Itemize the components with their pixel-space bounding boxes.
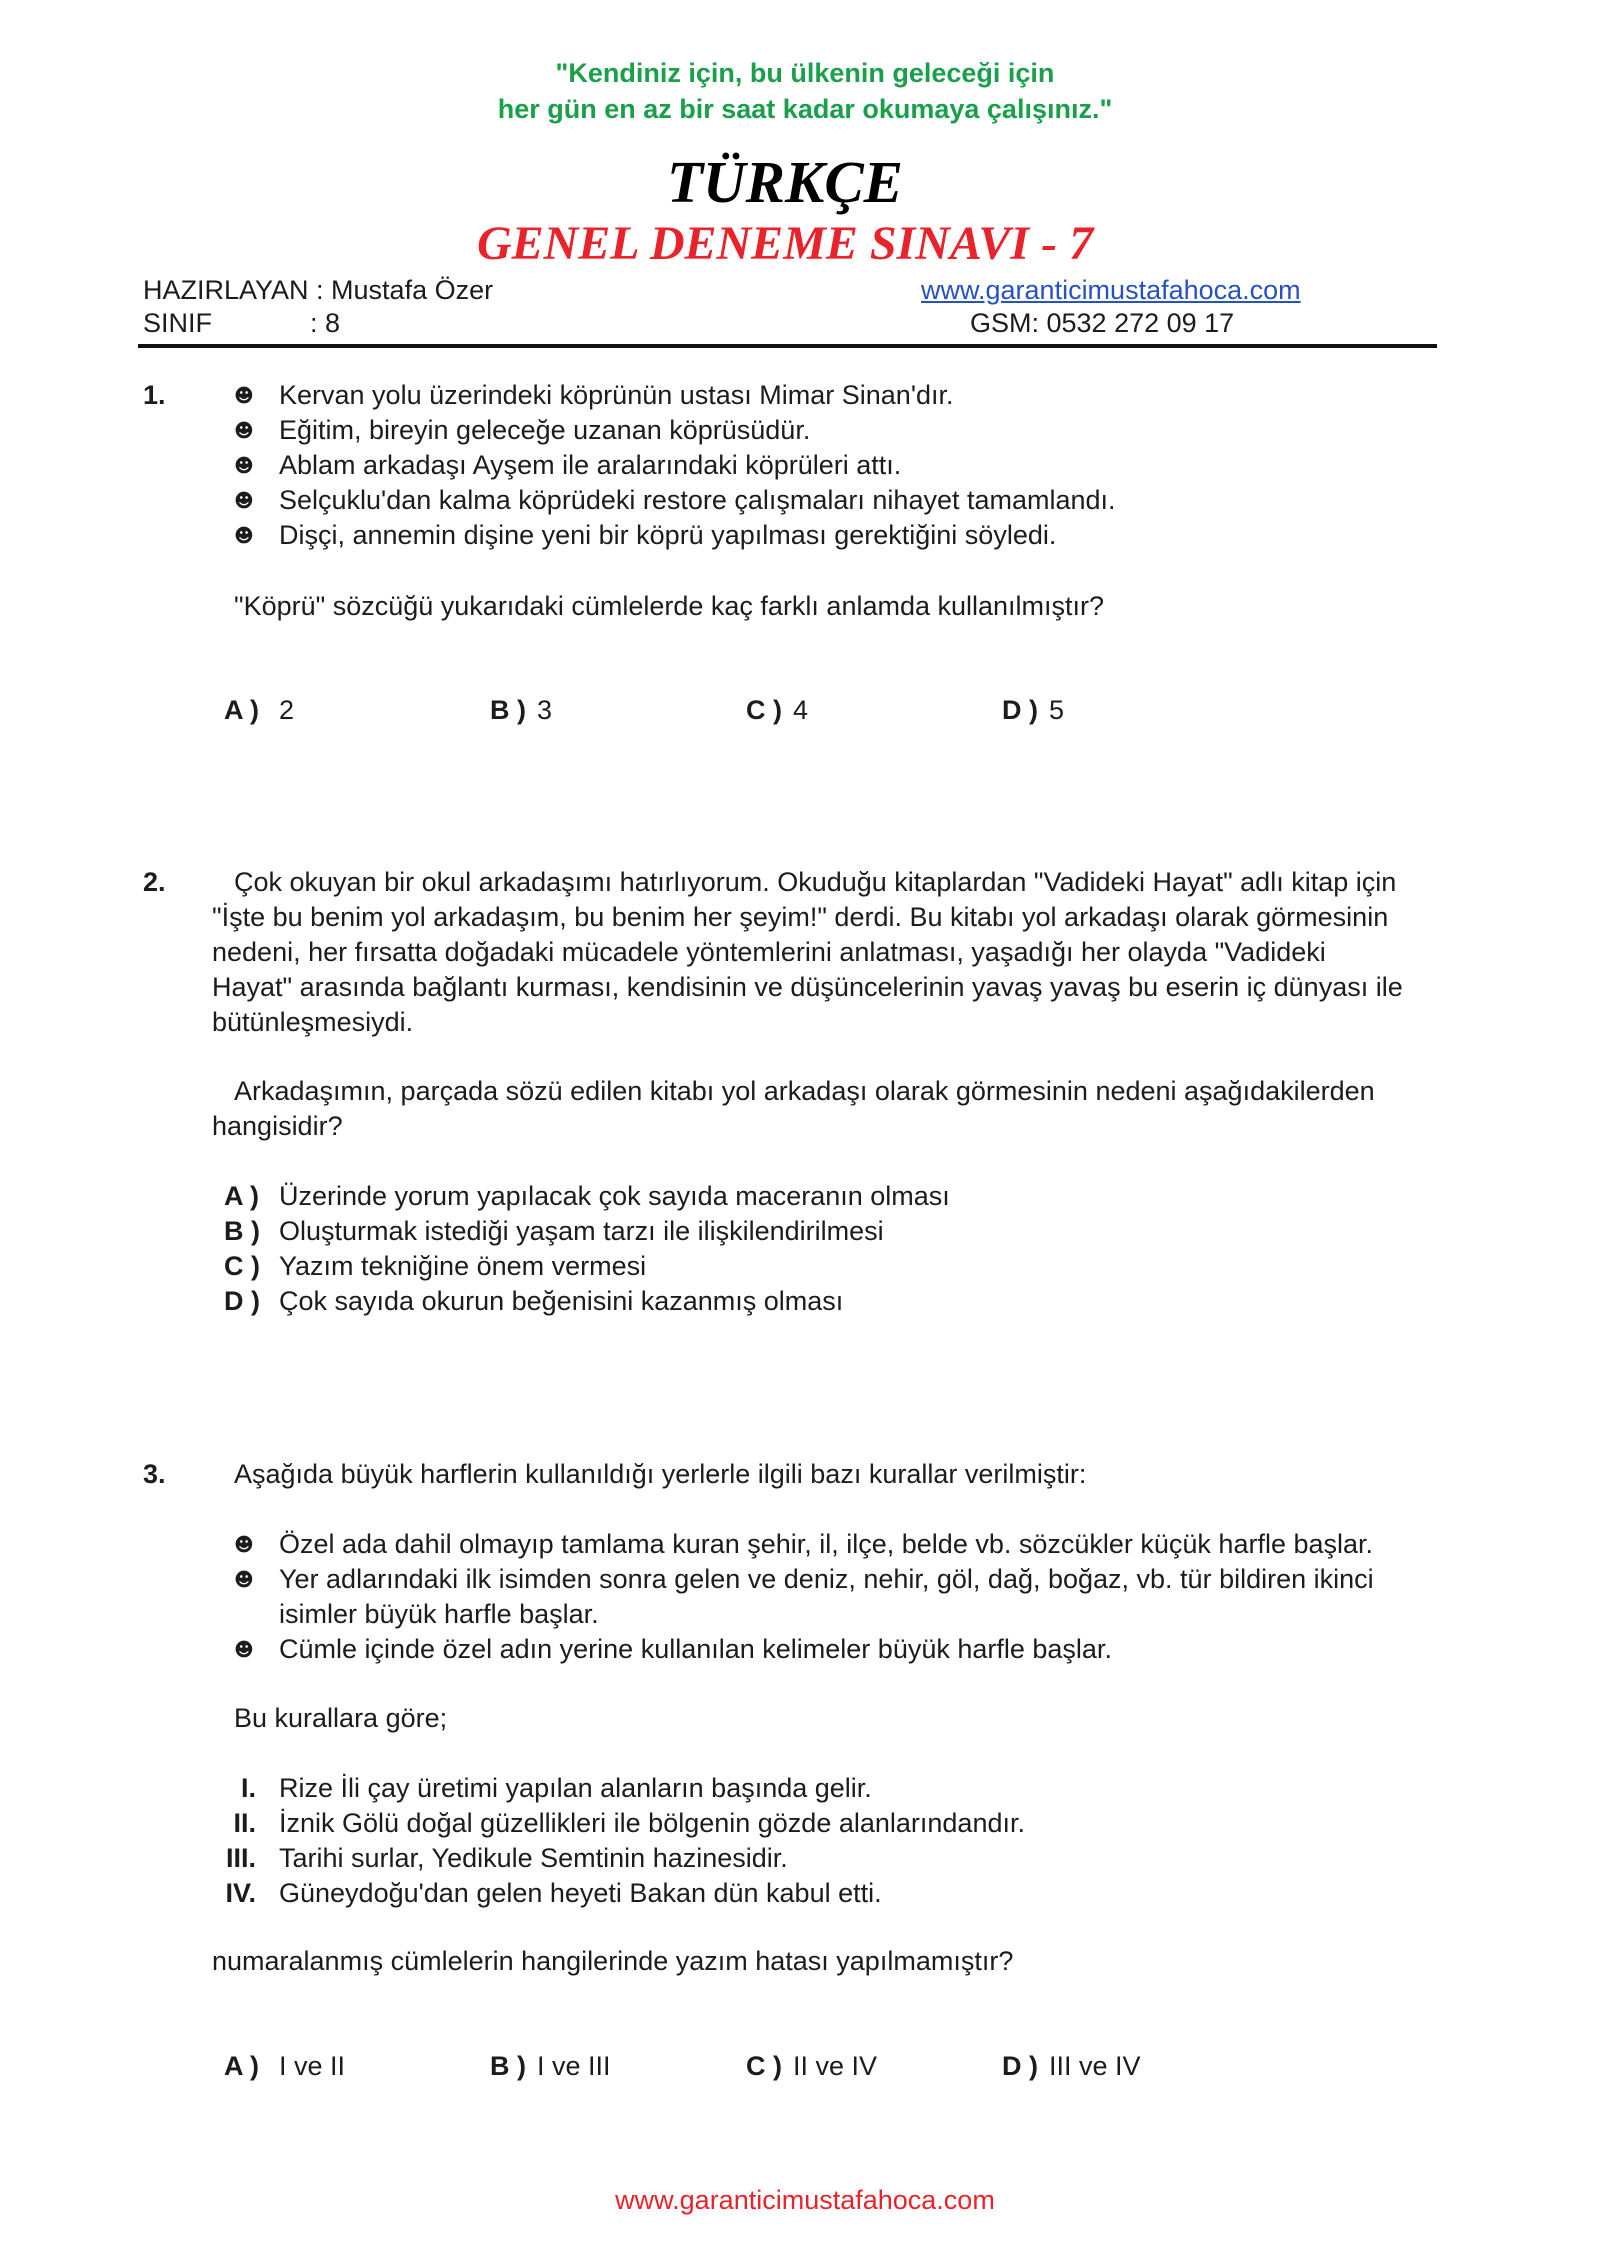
answer-option-c	[746, 693, 808, 728]
option-label: D )	[1002, 2051, 1038, 2081]
header-divider	[138, 344, 1437, 348]
subject-title: TÜRKÇE	[666, 149, 904, 215]
passage-line: Çok okuyan bir okul arkadaşımı hatırlıyorum. Okuduğu kitaplardan "Vadideki Hayat" adlı kitap için	[234, 867, 1397, 897]
website-link[interactable]: www.garanticimustafahoca.com	[921, 275, 1301, 305]
example-sentence	[234, 413, 1116, 448]
example-sentence	[234, 378, 1116, 413]
answer-option-b	[490, 693, 552, 728]
question-number: 1.	[143, 380, 166, 410]
smiley-bullet-icon: ☻	[234, 420, 254, 442]
example-sentence-text: Dişçi, annemin dişine yeni bir köprü yapılması gerektiğini söyledi.	[279, 520, 1057, 550]
smiley-bullet-icon: ☻	[234, 385, 254, 407]
example-sentence-text: Kervan yolu üzerindeki köprünün ustası Mimar Sinan'dır.	[279, 380, 954, 410]
option-label: D )	[224, 1286, 260, 1316]
rules-lead-text: Bu kurallara göre;	[234, 1703, 448, 1733]
answer-options	[0, 693, 1600, 728]
smiley-bullet-icon: ☻	[234, 455, 254, 477]
option-text: 3	[537, 695, 553, 725]
option-text: Yazım tekniğine önem vermesi	[279, 1251, 647, 1281]
numbered-sentence	[210, 1806, 1025, 1841]
option-label: B )	[224, 1216, 260, 1246]
roman-numeral: III.	[225, 1843, 256, 1873]
rule-list	[234, 1527, 1374, 1667]
option-text: I ve III	[537, 2051, 611, 2081]
option-text: Çok sayıda okurun beğenisini kazanmış olması	[279, 1286, 844, 1316]
footer-website: www.garanticimustafahoca.com	[615, 2185, 995, 2215]
numbered-sentence	[210, 1876, 1025, 1911]
answer-options	[224, 1179, 950, 1319]
option-text: II ve IV	[793, 2051, 878, 2081]
rule-text	[279, 1562, 1374, 1632]
smiley-bullet-icon: ☻	[234, 1534, 254, 1556]
option-text: Oluşturmak istediği yaşam tarzı ile ilişkilendirilmesi	[279, 1216, 884, 1246]
option-label: A )	[224, 695, 259, 725]
option-label: A )	[224, 1181, 259, 1211]
answer-option-a	[224, 693, 294, 728]
example-sentence-text: Ablam arkadaşı Ayşem ile aralarındaki köprüleri attı.	[279, 450, 902, 480]
passage-line: Hayat" arasında bağlantı kurması, kendisinin ve düşüncelerinin yavaş yavaş bu eserin iç dünyası ile	[212, 972, 1403, 1002]
numbered-sentence	[210, 1771, 1025, 1806]
answer-option-d	[224, 1284, 950, 1319]
option-label: C )	[224, 1251, 260, 1281]
option-text: I ve II	[279, 2051, 346, 2081]
roman-numeral: I.	[240, 1773, 256, 1803]
option-label: D )	[1002, 695, 1038, 725]
reading-passage	[212, 865, 1403, 1040]
answer-option-a	[224, 2049, 345, 2084]
example-sentence	[234, 518, 1116, 553]
answer-option-b	[490, 2049, 611, 2084]
class-label: SINIF	[143, 308, 213, 338]
option-label: C )	[746, 2051, 782, 2081]
rule-line: isimler büyük harfle başlar.	[279, 1599, 599, 1629]
numbered-sentence-text: Tarihi surlar, Yedikule Semtinin hazinesidir.	[279, 1843, 788, 1873]
prepared-by: HAZIRLAYAN : Mustafa Özer	[143, 275, 494, 305]
reading-quote-line: her gün en az bir saat kadar okumaya çalışınız."	[497, 94, 1113, 124]
passage-line: bütünleşmesiydi.	[212, 1007, 414, 1037]
answer-option-b	[224, 1214, 950, 1249]
option-text: 5	[1049, 695, 1065, 725]
numbered-sentence-text: Rize İli çay üretimi yapılan alanların başında gelir.	[279, 1773, 872, 1803]
rule-line: Özel ada dahil olmayıp tamlama kuran şehir, il, ilçe, belde vb. sözcükler küçük harfle başlar.	[279, 1529, 1374, 1559]
answer-option-d	[1002, 693, 1064, 728]
roman-numeral: II.	[233, 1808, 256, 1838]
example-sentence	[234, 483, 1116, 518]
question-stem-line: Arkadaşımın, parçada sözü edilen kitabı yol arkadaşı olarak görmesinin nedeni aşağıdakilerden	[234, 1076, 1375, 1106]
answer-option-a	[224, 1179, 950, 1214]
numbered-sentence-text: Güneydoğu'dan gelen heyeti Bakan dün kabul etti.	[279, 1878, 882, 1908]
option-text: 4	[793, 695, 809, 725]
smiley-bullet-icon: ☻	[234, 490, 254, 512]
option-text: III ve IV	[1049, 2051, 1141, 2081]
rule-line: Cümle içinde özel adın yerine kullanılan kelimeler büyük harfle başlar.	[279, 1634, 1112, 1664]
rule-text	[279, 1632, 1112, 1667]
roman-numeral: IV.	[225, 1878, 256, 1908]
question-number: 3.	[143, 1459, 166, 1489]
rule-item	[234, 1527, 1374, 1562]
smiley-bullet-icon: ☻	[234, 1569, 254, 1591]
answer-options	[0, 2049, 1600, 2084]
numbered-sentence	[210, 1841, 1025, 1876]
option-label: A )	[224, 2051, 259, 2081]
option-text: Üzerinde yorum yapılacak çok sayıda maceranın olması	[279, 1181, 950, 1211]
question-intro: Aşağıda büyük harflerin kullanıldığı yerlerle ilgili bazı kurallar verilmiştir:	[234, 1459, 1087, 1489]
smiley-bullet-icon: ☻	[234, 525, 254, 547]
rule-item	[234, 1562, 1374, 1632]
question-stem: "Köprü" sözcüğü yukarıdaki cümlelerde kaç farklı anlamda kullanılmıştır?	[234, 591, 1105, 621]
example-sentence-text: Selçuklu'dan kalma köprüdeki restore çalışmaları nihayet tamamlandı.	[279, 485, 1116, 515]
class-value: : 8	[310, 308, 341, 338]
smiley-bullet-icon: ☻	[234, 1639, 254, 1661]
exam-title: GENEL DENEME SINAVI - 7	[476, 217, 1094, 270]
passage-line: nedeni, her fırsatta doğadaki mücadele yöntemlerini anlatması, yaşadığı her olayda "Vadideki	[212, 937, 1326, 967]
example-sentence-text: Eğitim, bireyin geleceğe uzanan köprüsüdür.	[279, 415, 811, 445]
rule-text	[279, 1527, 1373, 1562]
answer-option-c	[224, 1249, 950, 1284]
question-stem-line: hangisidir?	[212, 1111, 343, 1141]
example-sentence-list	[234, 378, 1116, 553]
question-stem	[212, 1074, 1375, 1144]
passage-line: "İşte bu benim yol arkadaşım, bu benim her şeyim!" derdi. Bu kitabı yol arkadaşı olarak görmesinin	[212, 902, 1389, 932]
rule-item	[234, 1632, 1374, 1667]
question-number: 2.	[143, 867, 166, 897]
option-label: B )	[490, 695, 526, 725]
option-label: C )	[746, 695, 782, 725]
answer-option-c	[746, 2049, 877, 2084]
numbered-sentence-list	[210, 1771, 1025, 1911]
reading-quote-line: "Kendiniz için, bu ülkenin geleceği için	[555, 58, 1055, 88]
numbered-sentence-text: İznik Gölü doğal güzellikleri ile bölgenin gözde alanlarındandır.	[279, 1808, 1025, 1838]
rule-line: Yer adlarındaki ilk isimden sonra gelen ve deniz, nehir, göl, dağ, boğaz, vb. tür bildiren ikinci	[279, 1564, 1374, 1594]
option-text: 2	[279, 695, 295, 725]
question-stem: numaralanmış cümlelerin hangilerinde yazım hatası yapılmamıştır?	[212, 1946, 1014, 1976]
answer-option-d	[1002, 2049, 1141, 2084]
option-label: B )	[490, 2051, 526, 2081]
gsm-number: GSM: 0532 272 09 17	[970, 308, 1235, 338]
example-sentence	[234, 448, 1116, 483]
